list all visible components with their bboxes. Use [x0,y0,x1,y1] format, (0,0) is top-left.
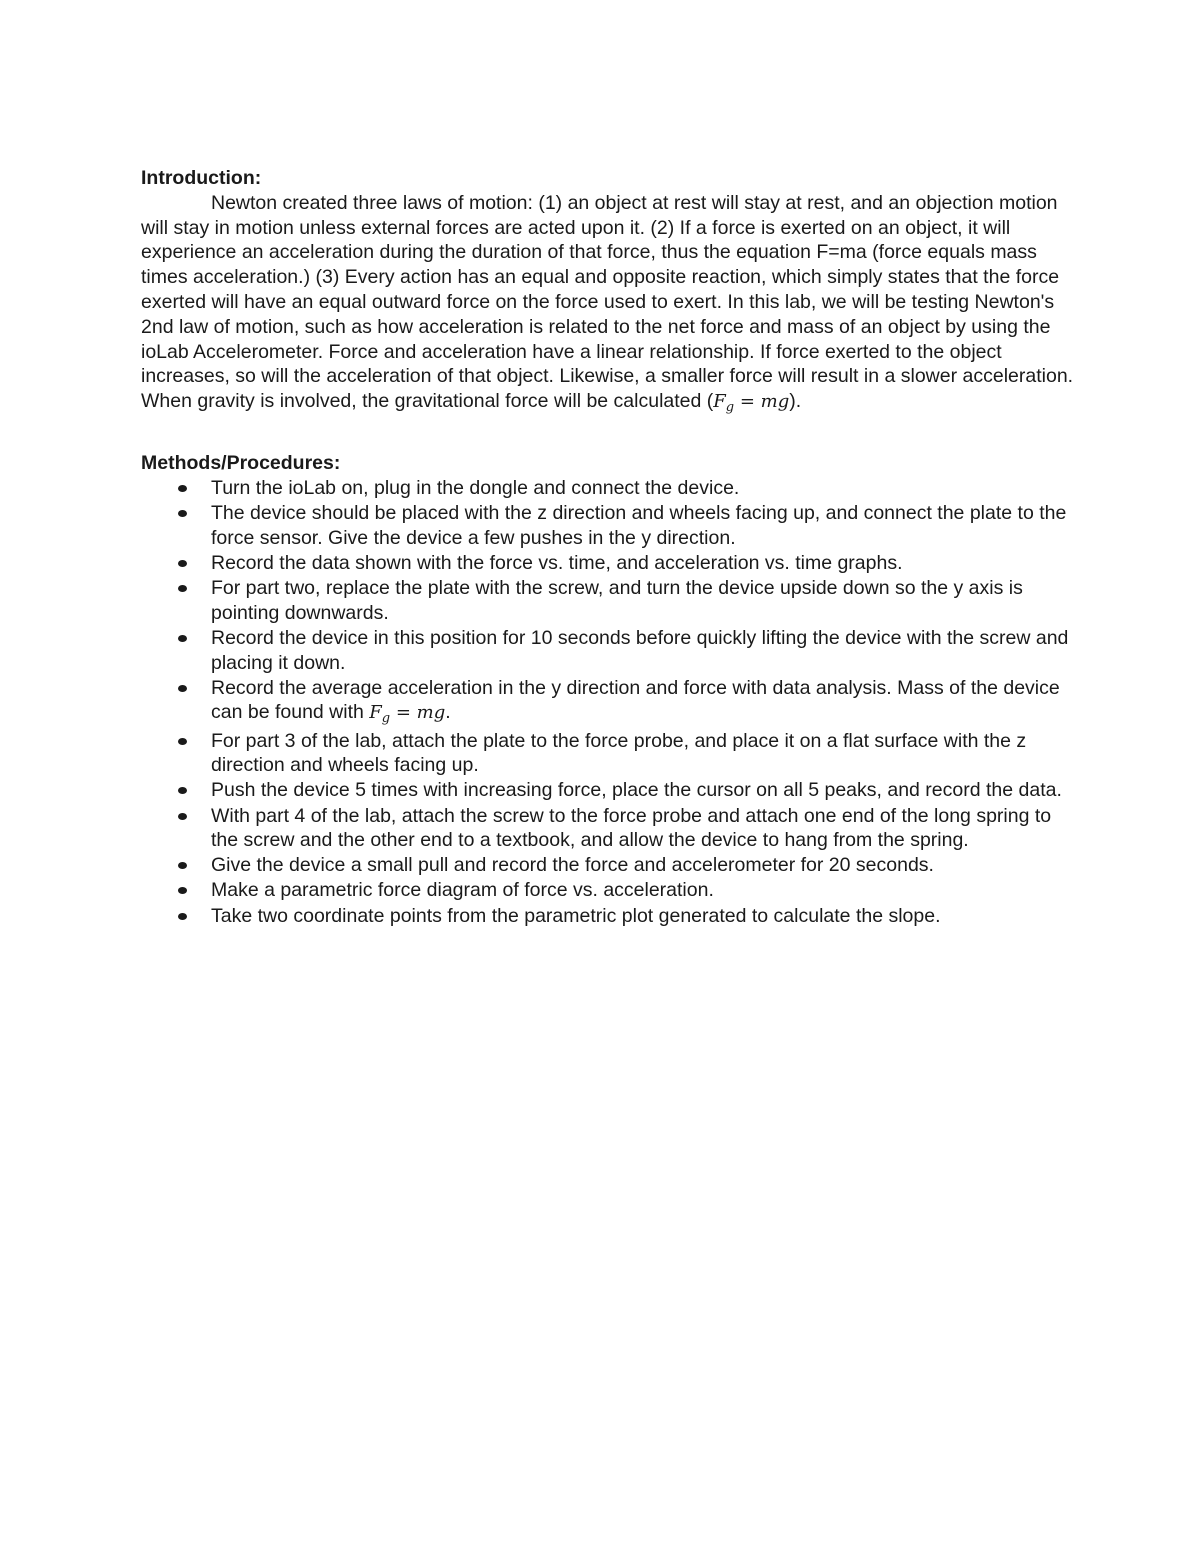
bullet-icon [178,485,187,492]
list-item [141,878,1076,903]
list-item [141,778,1076,803]
introduction-text: Newton created three laws of motion: (1) an object at rest will stay at rest, and an objection motion will stay in motion unless external forces are acted upon it. (2) If a force is exerted on an object, it will experience an acceleration during the duration of that force, thus the equation F=ma (force equals mass times acceleration.) (3) Every action has an equal and opposite reaction, which simply states that the force exerted will have an equal outward force on the force used to exert. In this lab, we will be testing Newton's 2nd law of motion, such as how acceleration is related to the net force and mass of an object by using the ioLab Accelerometer. Force and acceleration have a linear relationship. If force exerted to the object increases, so will the acceleration of that object. Likewise, a smaller force will result in a slower acceleration. When gravity is involved, the gravitational force will be calculated ( [141,191,1074,413]
bullet-icon [178,510,187,517]
list-item [141,551,1076,576]
step-text: Record the average acceleration in the y direction and force with data analysis. Mass of the device can be found with [211,676,1060,724]
gravity-equation [713,391,790,416]
list-item [141,853,1076,878]
mass-equation [369,702,446,727]
introduction-paragraph [141,191,1076,417]
list-item [141,904,1076,929]
math-equals-mg: = mg [390,702,446,724]
list-item [141,676,1076,729]
step-text: The device should be placed with the z direction and wheels facing up, and connect the plate to the force sensor. Give the device a few pushes in the y direction. [211,501,1067,549]
step-text: Record the device in this position for 10 seconds before quickly lifting the device with the screw and placing it down. [211,626,1069,674]
math-f: F [369,702,382,724]
step-text: Take two coordinate points from the parametric plot generated to calculate the slope. [211,904,941,927]
step-text: Give the device a small pull and record the force and accelerometer for 20 seconds. [211,854,934,877]
step-text: Push the device 5 times with increasing force, place the cursor on all 5 peaks, and record the data. [211,779,1062,802]
math-equals-mg: = mg [734,391,790,413]
list-item [141,804,1076,854]
methods-heading: Methods/Procedures: [141,451,341,474]
step-text: For part 3 of the lab, attach the plate to the force probe, and place it on a flat surface with the z direction and wheels facing up. [211,729,1027,777]
document-page [141,166,1076,929]
step-text: For part two, replace the plate with the screw, and turn the device upside down so the y axis is pointing downwards. [211,576,1023,624]
methods-list [141,476,1076,929]
section-spacer [141,417,1076,451]
list-item [141,626,1076,676]
bullet-icon [178,635,187,642]
bullet-icon [178,738,187,745]
math-f: F [713,391,726,413]
step-text: Turn the ioLab on, plug in the dongle and connect the device. [211,476,740,499]
step-text: Record the data shown with the force vs. time, and acceleration vs. time graphs. [211,551,903,574]
bullet-icon [178,813,187,820]
list-item [141,729,1076,779]
bullet-icon [178,787,187,794]
introduction-text-end: ). [789,390,802,413]
bullet-icon [178,913,187,920]
bullet-icon [178,887,187,894]
bullet-icon [178,685,187,692]
introduction-heading: Introduction: [141,167,262,189]
list-item [141,576,1076,626]
bullet-icon [178,560,187,567]
bullet-icon [178,585,187,592]
step-text: Make a parametric force diagram of force vs. acceleration. [211,879,714,902]
list-item [141,476,1076,501]
step-text-end: . [445,701,451,724]
math-subscript-g: g [381,711,391,727]
list-item [141,501,1076,551]
step-text: With part 4 of the lab, attach the screw to the force probe and attach one end of the long spring to the screw and the other end to a textbook, and allow the device to hang from the spring. [211,804,1052,852]
math-subscript-g: g [725,400,735,416]
bullet-icon [178,862,187,869]
